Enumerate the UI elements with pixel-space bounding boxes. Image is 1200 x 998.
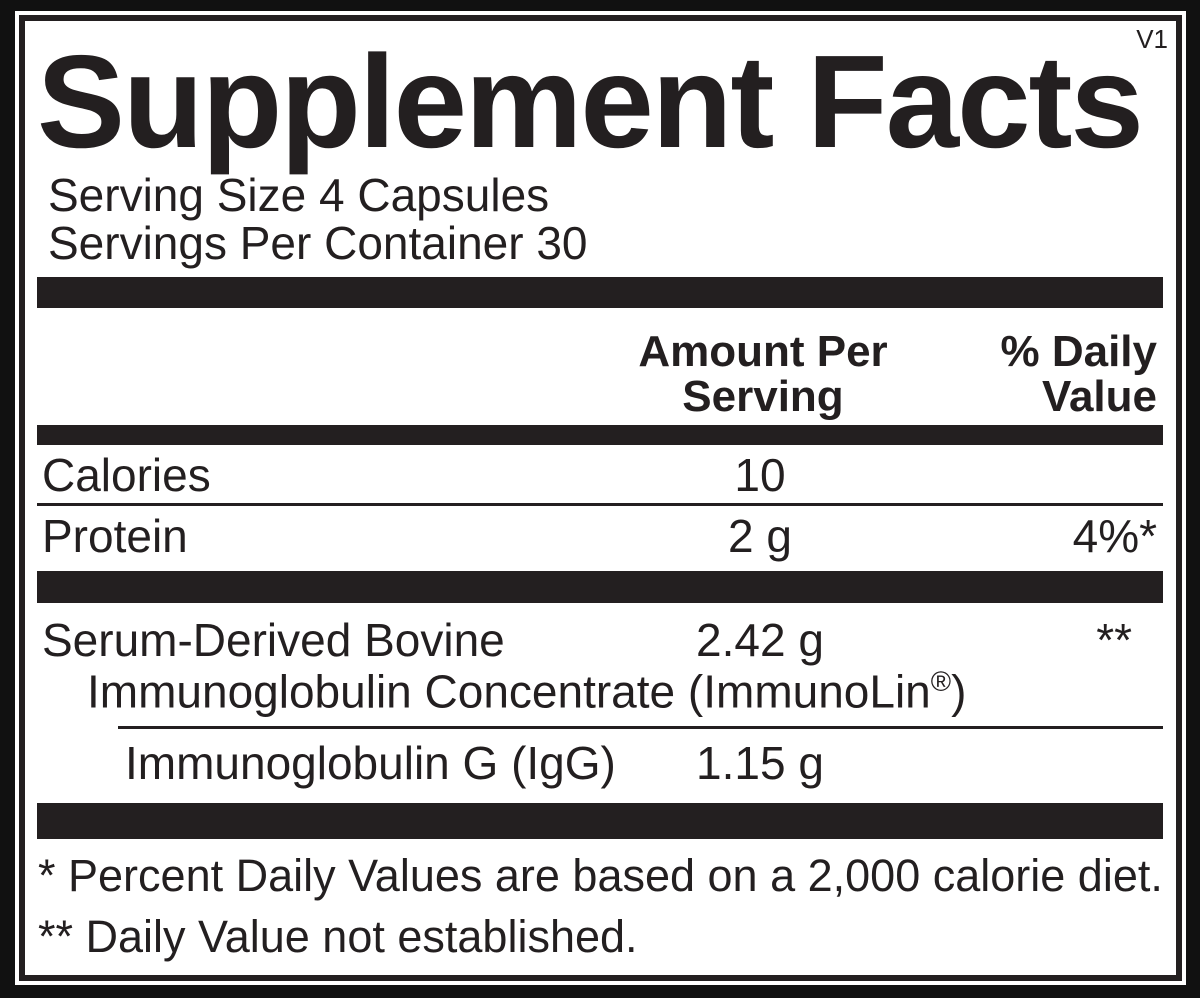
row-divider-indented: [118, 726, 1163, 729]
page-title: Supplement Facts: [37, 28, 1142, 175]
serum-daily-value: **: [1096, 614, 1132, 666]
separator-bar-thick-bottom: [37, 803, 1163, 839]
calories-amount: 10: [734, 449, 786, 501]
protein-daily-value: 4%*: [1072, 510, 1157, 562]
igg-amount: 1.15 g: [696, 737, 824, 789]
serving-size-text: Serving Size 4 Capsules: [48, 169, 550, 221]
serum-label-line2-close: ): [951, 665, 967, 718]
separator-bar-thick-top: [37, 277, 1163, 308]
footnote-daily-values: * Percent Daily Values are based on a 2,000 calorie diet.: [38, 850, 1163, 901]
serum-label-line1: Serum-Derived Bovine: [42, 614, 505, 666]
serum-amount: 2.42 g: [696, 614, 824, 666]
registered-trademark-symbol: ®: [930, 666, 952, 697]
dv-header-line2: Value: [1042, 372, 1157, 421]
separator-bar-thick-middle: [37, 571, 1163, 603]
footnote-dv-not-established: ** Daily Value not established.: [38, 911, 638, 962]
servings-per-container-text: Servings Per Container 30: [48, 217, 588, 269]
igg-label: Immunoglobulin G (IgG): [125, 737, 616, 789]
amount-header-line2: Serving: [682, 372, 844, 421]
row-divider-1: [37, 503, 1163, 506]
serum-label-line2-text: Immunoglobulin Concentrate (ImmunoLin: [87, 665, 931, 718]
dv-header-line1: % Daily: [1000, 327, 1157, 376]
protein-amount: 2 g: [728, 510, 792, 562]
amount-header-line1: Amount Per: [638, 327, 888, 376]
separator-bar-medium: [37, 425, 1163, 445]
version-tag: V1: [1136, 24, 1168, 54]
column-header-daily-value: [757, 329, 1157, 419]
serving-info: [48, 171, 588, 267]
calories-label: Calories: [42, 449, 211, 501]
protein-label: Protein: [42, 510, 188, 562]
serum-label-line2: [87, 665, 967, 718]
